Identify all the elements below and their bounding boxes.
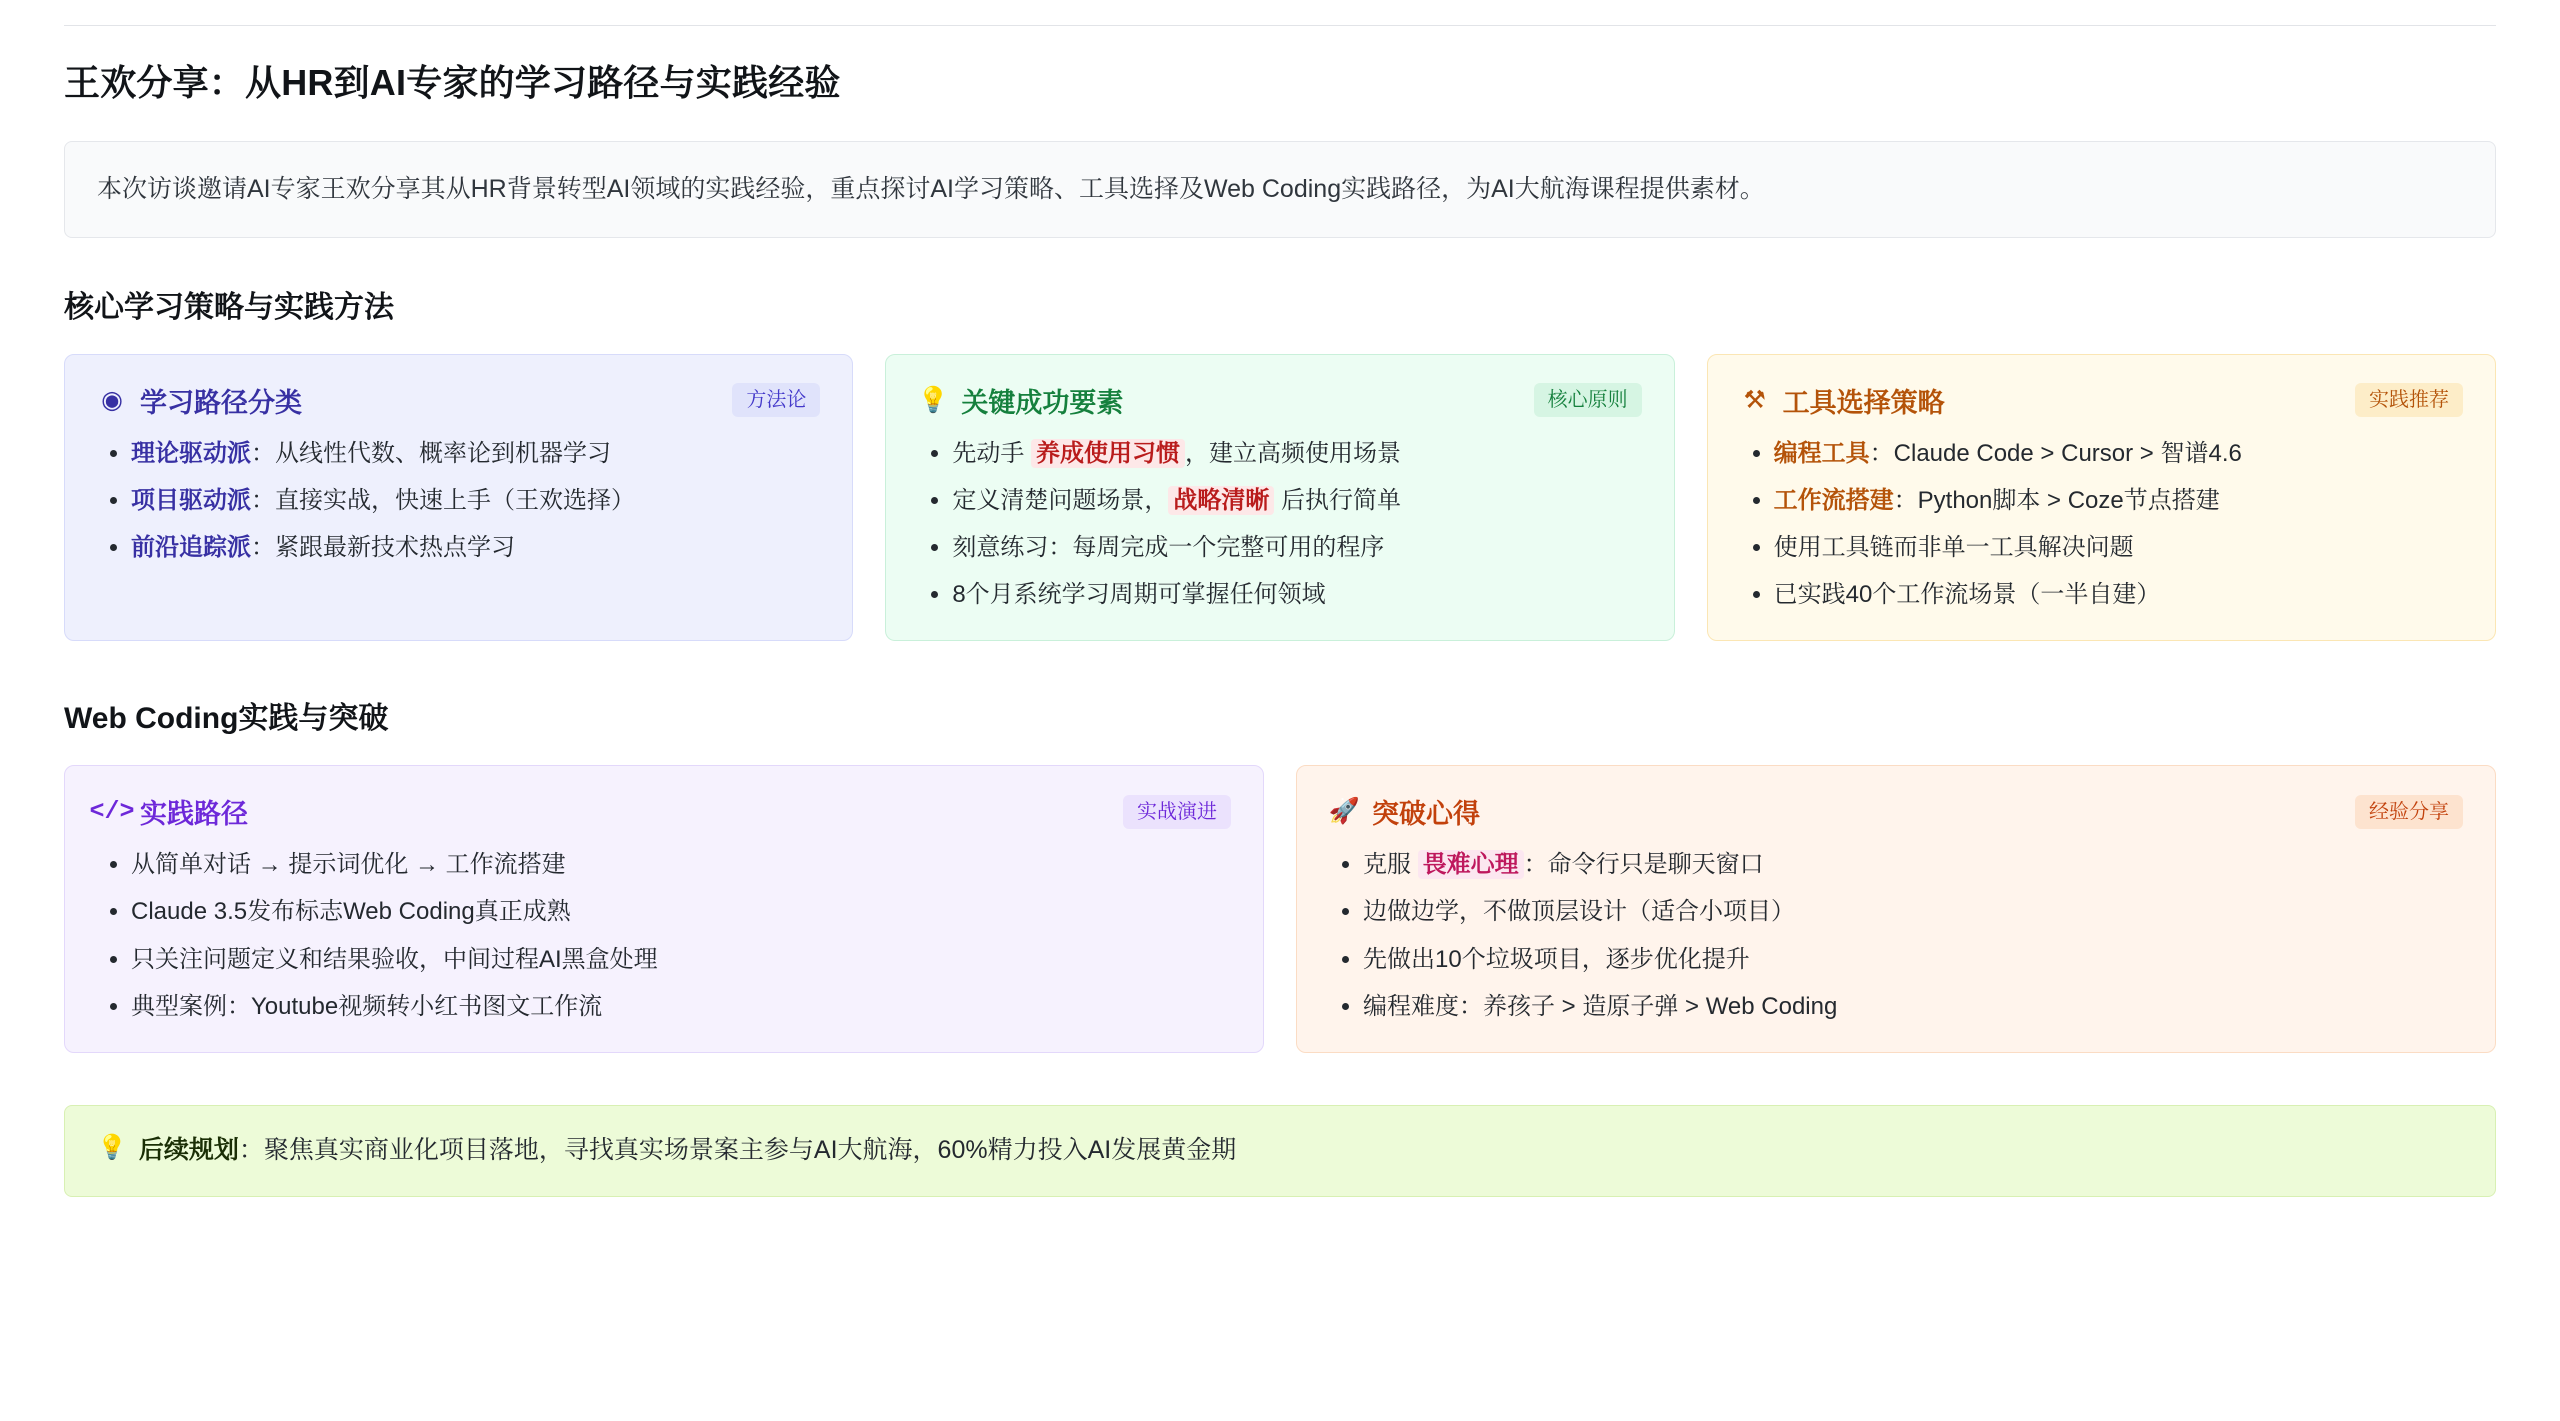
list-item-lead: 编程工具 xyxy=(1773,439,1870,467)
page-title: 王欢分享：从HR到AI专家的学习路径与实践经验 xyxy=(64,62,841,103)
status-badge: 实战演进 xyxy=(1123,795,1231,829)
card-header xyxy=(1740,381,2463,420)
list-item: • Claude 3.5发布标志Web Coding真正成熟 xyxy=(131,896,1231,927)
footer-text-wrap xyxy=(139,1132,1236,1170)
card-header xyxy=(89,792,1231,831)
list-item-lead: 前沿追踪派 xyxy=(131,533,251,561)
card-title: 突破心得 xyxy=(1372,799,1480,830)
footer-plan-box xyxy=(64,1105,2496,1197)
card-header-left xyxy=(97,381,302,420)
play-circle-icon: ◉ xyxy=(101,385,123,414)
intro-summary: 本次访谈邀请AI专家王欢分享其从HR背景转型AI领域的实践经验，重点探讨AI学习策略、工具选择及Web Coding实践路径，为AI大航海课程提供素材。 xyxy=(64,141,2496,238)
list-item xyxy=(131,532,820,563)
card-header-left xyxy=(89,792,248,831)
card-title: 实践路径 xyxy=(140,799,248,830)
list-item: • 8个月系统学习周期可掌握任何领域 xyxy=(952,579,1641,610)
footer-lead: 后续规划 xyxy=(138,1136,239,1165)
list-item xyxy=(1774,485,2463,516)
list-item-text: 定义清楚问题场景， xyxy=(952,486,1169,514)
card-title: 工具选择策略 xyxy=(1782,387,1945,418)
list-item: • 只关注问题定义和结果验收，中间过程AI黑盒处理 xyxy=(131,944,1231,975)
card-list xyxy=(918,438,1641,611)
code-icon: </> xyxy=(89,797,135,827)
card-success-factors xyxy=(885,354,1674,642)
list-item-highlight: 养成使用习惯 xyxy=(1031,439,1185,468)
list-item: • 边做边学，不做顶层设计（适合小项目） xyxy=(1363,896,2463,927)
list-item-text: 后执行简单 xyxy=(1274,486,1401,514)
section-heading-webcoding: Web Coding实践与突破 xyxy=(64,702,389,736)
list-item xyxy=(1774,438,2463,469)
card-header xyxy=(97,381,820,420)
list-item: • 使用工具链而非单一工具解决问题 xyxy=(1774,532,2463,563)
list-item xyxy=(131,485,820,516)
list-item xyxy=(131,438,820,469)
card-row-strategy xyxy=(64,354,2496,642)
card-header-left xyxy=(918,381,1123,420)
list-item-text: 直接实战，快速上手（王欢选择） xyxy=(275,486,635,514)
list-item: • 典型案例：Youtube视频转小红书图文工作流 xyxy=(131,991,1231,1022)
list-item-text: ，建立高频使用场景 xyxy=(1185,439,1401,467)
lightbulb-icon: 💡 xyxy=(917,385,949,414)
list-item-text: 从线性代数、概率论到机器学习 xyxy=(275,439,611,467)
card-practice-path xyxy=(64,765,1264,1053)
card-list xyxy=(97,849,1231,1022)
card-title: 关键成功要素 xyxy=(961,387,1124,418)
card-header xyxy=(918,381,1641,420)
list-item xyxy=(952,485,1641,516)
top-divider xyxy=(64,20,2496,26)
card-list xyxy=(1740,438,2463,611)
list-item-sep: ： xyxy=(1893,486,1918,514)
card-list xyxy=(97,438,820,564)
card-tool-strategy xyxy=(1707,354,2496,642)
list-item-lead: 工作流搭建 xyxy=(1773,486,1894,514)
card-header-left xyxy=(1329,792,1480,831)
list-item: • 编程难度：养孩子 > 造原子弹 > Web Coding xyxy=(1363,991,2463,1022)
list-item-sep: ： xyxy=(1869,439,1894,467)
list-item-text: Python脚本 > Coze节点搭建 xyxy=(1917,486,2220,514)
list-item-lead: 项目驱动派 xyxy=(131,486,251,514)
section-heading-strategy: 核心学习策略与实践方法 xyxy=(64,290,394,324)
list-item-text: 紧跟最新技术热点学习 xyxy=(275,533,515,561)
tools-icon: ⚒ xyxy=(1743,385,1766,414)
lightbulb-icon: 💡 xyxy=(97,1134,127,1162)
list-item-sep: ： xyxy=(251,533,275,561)
card-learning-paths xyxy=(64,354,853,642)
card-row-webcoding xyxy=(64,765,2496,1053)
footer-sep: ： xyxy=(238,1136,264,1165)
list-item-text: ：命令行只是聊天窗口 xyxy=(1523,851,1764,879)
list-item: • 先做出10个垃圾项目，逐步优化提升 xyxy=(1363,944,2463,975)
card-breakthrough-insights xyxy=(1296,765,2496,1053)
list-item-text: Claude Code > Cursor > 智谱4.6 xyxy=(1893,439,2242,467)
card-header xyxy=(1329,792,2463,831)
list-item-sep: ： xyxy=(251,439,275,467)
list-item: • 已实践40个工作流场景（一半自建） xyxy=(1774,579,2463,610)
list-item: • 从简单对话 → 提示词优化 → 工作流搭建 xyxy=(131,849,1231,880)
list-item-lead: 理论驱动派 xyxy=(131,439,251,467)
status-badge: 实践推荐 xyxy=(2355,383,2463,417)
card-title: 学习路径分类 xyxy=(140,387,302,418)
list-item xyxy=(1363,849,2463,880)
rocket-icon: 🚀 xyxy=(1328,797,1360,826)
card-header-left xyxy=(1740,381,1945,420)
card-list xyxy=(1329,849,2463,1022)
status-badge: 经验分享 xyxy=(2355,795,2463,829)
list-item-highlight: 畏难心理 xyxy=(1418,850,1524,879)
list-item-text: 克服 xyxy=(1363,851,1418,879)
list-item: • 刻意练习：每周完成一个完整可用的程序 xyxy=(952,532,1641,563)
list-item-highlight: 战略清晰 xyxy=(1168,486,1274,515)
list-item xyxy=(952,438,1641,469)
status-badge: 核心原则 xyxy=(1534,383,1642,417)
list-item-text: 先动手 xyxy=(952,439,1031,467)
list-item-sep: ： xyxy=(251,486,275,514)
status-badge: 方法论 xyxy=(732,383,820,417)
footer-text: 聚焦真实商业化项目落地，寻找真实场景案主参与AI大航海，60%精力投入AI发展黄金期 xyxy=(263,1136,1237,1165)
